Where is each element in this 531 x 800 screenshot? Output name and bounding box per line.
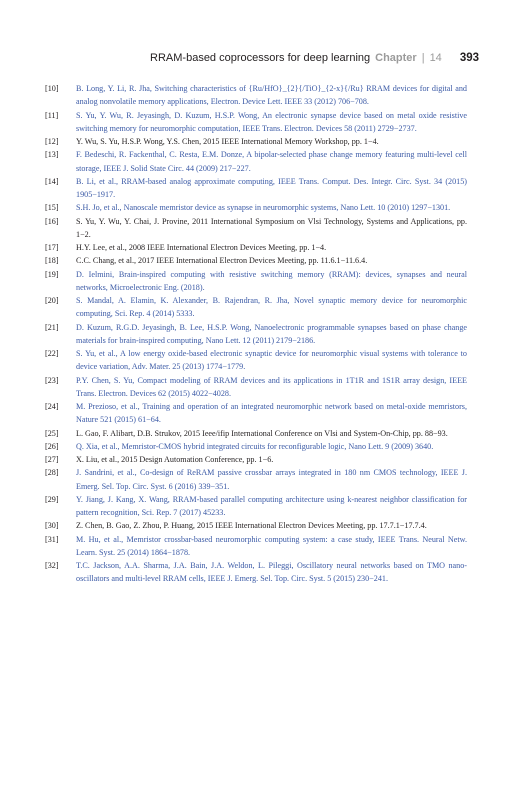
reference-link[interactable]: D. Kuzum, R.G.D. Jeyasingh, B. Lee, H.S.P. Wong, Nanoelectronic programmable synapses based on phase change materials for brain-inspired computing, Nano Lett. 12 (2011) 2179−2186.: [76, 322, 467, 345]
reference-link[interactable]: M. Prezioso, et al., Training and operation of an integrated neuromorphic network based on metal-oxide memristors, Nature 521 (2015) 61−64.: [76, 402, 467, 425]
reference-number: [19]: [45, 269, 59, 279]
reference-number: [18]: [45, 256, 59, 266]
reference-item[interactable]: [45, 466, 467, 493]
reference-number: [20]: [45, 296, 59, 305]
reference-number: [13]: [45, 150, 59, 160]
reference-item[interactable]: [45, 559, 467, 586]
reference-link[interactable]: S.H. Jo, et al., Nanoscale memristor device as synapse in neuromorphic systems, Nano Lett. 10 (2010) 1297−1301.: [76, 203, 451, 213]
reference-item[interactable]: [45, 493, 467, 520]
reference-link[interactable]: F. Bedeschi, R. Fackenthal, C. Resta, E.M. Donze, A bipolar-selected phase change memory featuring multi-level cell storage, IEEE J. Solid State Circ. 44 (2009) 217−227.: [76, 150, 467, 173]
reference-item[interactable]: [45, 109, 467, 136]
reference-number: [31]: [45, 534, 59, 544]
reference-item[interactable]: [45, 268, 467, 295]
reference-text: Y. Wu, S. Yu, H.S.P. Wong, Y.S. Chen, 2015 IEEE International Memory Workshop, pp. 1−4.: [76, 137, 379, 146]
reference-number: [17]: [45, 243, 59, 252]
reference-link[interactable]: P.Y. Chen, S. Yu, Compact modeling of RRAM devices and its applications in 1T1R and 1S1R array design, IEEE Trans. Electron. Devices 62 (2015) 4022−4028.: [76, 375, 467, 398]
reference-item: [45, 519, 467, 532]
page-number: 393: [459, 52, 479, 64]
reference-item[interactable]: [45, 201, 467, 214]
reference-number: [14]: [45, 176, 59, 186]
reference-number: [27]: [45, 455, 59, 464]
reference-item: [45, 453, 467, 466]
reference-item[interactable]: [45, 175, 467, 202]
reference-link[interactable]: J. Sandrini, et al., Co-design of ReRAM passive crossbar arrays integrated in 180 nm CMOS technology, IEEE J. Emerg. Sel. Top. Circ. Syst. 6 (2016) 339−351.: [76, 468, 467, 491]
chapter-label: Chapter: [375, 52, 417, 64]
reference-link[interactable]: T.C. Jackson, A.A. Sharma, J.A. Bain, J.A. Weldon, L. Pileggi, Oscillatory neural networks based on TMO nano-oscillators and multi-level RRAM cells, IEEE J. Emerg. Sel. Top. Circ. Syst. 5 (2015) 230−241.: [76, 561, 467, 584]
reference-link[interactable]: S. Yu, et al., A low energy oxide-based electronic synaptic device for neuromorphic visual systems with tolerance to device variation, Adv. Mater. 25 (2013) 1774−1779.: [76, 349, 467, 372]
reference-number: [10]: [45, 84, 59, 93]
reference-item[interactable]: [45, 374, 467, 401]
reference-number: [12]: [45, 137, 59, 146]
reference-item: [45, 135, 467, 148]
reference-item: [45, 241, 467, 254]
reference-item[interactable]: [45, 148, 467, 175]
reference-item[interactable]: [45, 82, 467, 109]
reference-number: [24]: [45, 402, 59, 411]
reference-number: [26]: [45, 441, 59, 451]
reference-list: [45, 82, 467, 586]
reference-number: [21]: [45, 322, 59, 332]
reference-item: [45, 427, 467, 440]
reference-number: [28]: [45, 468, 59, 478]
reference-item[interactable]: [45, 294, 467, 321]
reference-item[interactable]: [45, 400, 467, 427]
reference-text: S. Yu, Y. Wu, Y. Chai, J. Provine, 2011 International Symposium on Vlsi Technology, Systems and Applications, pp. 1−2.: [76, 216, 467, 239]
reference-text: X. Liu, et al., 2015 Design Automation Conference, pp. 1−6.: [76, 455, 274, 464]
reference-link[interactable]: S. Yu, Y. Wu, R. Jeyasingh, D. Kuzum, H.S.P. Wong, An electronic synapse device based on metal oxide resistive switching memory for neuromorphic computation, IEEE Trans. Electron. Devices 58 (2011) 2729−2737.: [76, 110, 467, 133]
reference-text: C.C. Chang, et al., 2017 IEEE International Electron Devices Meeting, pp. 11.6.1−11.6.4.: [76, 256, 368, 266]
reference-number: [23]: [45, 375, 59, 385]
reference-item: [45, 215, 467, 242]
reference-item[interactable]: [45, 440, 467, 453]
reference-item[interactable]: [45, 347, 467, 374]
reference-number: [22]: [45, 349, 59, 358]
reference-link[interactable]: B. Li, et al., RRAM-based analog approximate computing, IEEE Trans. Comput. Des. Integr. Circ. Syst. 34 (2015) 1905−1917.: [76, 176, 467, 199]
reference-text: Z. Chen, B. Gao, Z. Zhou, P. Huang, 2015 IEEE International Electron Devices Meeting, pp. 17.7.1−17.7.4.: [76, 521, 427, 531]
reference-link[interactable]: Y. Jiang, J. Kang, X. Wang, RRAM-based parallel computing architecture using k-nearest neighbor classification for pattern recognition, Sci. Rep. 7 (2017) 45233.: [76, 494, 467, 517]
reference-number: [11]: [45, 110, 59, 120]
reference-item[interactable]: [45, 321, 467, 348]
reference-number: [15]: [45, 203, 59, 213]
running-header: [150, 52, 479, 68]
header-separator: |: [421, 52, 425, 64]
reference-text: L. Gao, F. Alibart, D.B. Strukov, 2015 Ieee/ifip International Conference on Vlsi and System-On-Chip, pp. 88−93.: [76, 428, 448, 438]
reference-link[interactable]: M. Hu, et al., Memristor crossbar-based neuromorphic computing system: a case study, IEEE Trans. Neural Netw. Learn. Syst. 25 (2014) 1864−1878.: [76, 534, 467, 557]
reference-link[interactable]: D. Ielmini, Brain-inspired computing with resistive switching memory (RRAM): devices, synapses and neural networks, Microelectronic Eng. (2018).: [76, 269, 467, 292]
reference-text: H.Y. Lee, et al., 2008 IEEE International Electron Devices Meeting, pp. 1−4.: [76, 243, 327, 252]
reference-link[interactable]: S. Mandal, A. Elamin, K. Alexander, B. Rajendran, R. Jha, Novel synaptic memory device for neuromorphic computing, Sci. Rep. 4 (2014) 5333.: [76, 296, 467, 319]
reference-number: [30]: [45, 521, 59, 531]
reference-number: [29]: [45, 494, 59, 504]
running-title: RRAM-based coprocessors for deep learning: [150, 52, 371, 64]
reference-number: [25]: [45, 428, 59, 438]
reference-number: [32]: [45, 561, 59, 570]
reference-item[interactable]: [45, 533, 467, 560]
chapter-number: 14: [429, 52, 442, 64]
reference-number: [16]: [45, 216, 59, 226]
reference-item: [45, 254, 467, 267]
reference-link[interactable]: B. Long, Y. Li, R. Jha, Switching characteristics of {Ru/HfO}_{2}{/TiO}_{2-x}{/Ru} RRAM devices for digital and analog nonvolatile memory applications, Electron. Device Lett. IEEE 33 (2012) 706−708.: [76, 84, 467, 107]
reference-link[interactable]: Q. Xia, et al., Memristor-CMOS hybrid integrated circuits for reconfigurable logic, Nano Lett. 9 (2009) 3640.: [76, 441, 434, 451]
